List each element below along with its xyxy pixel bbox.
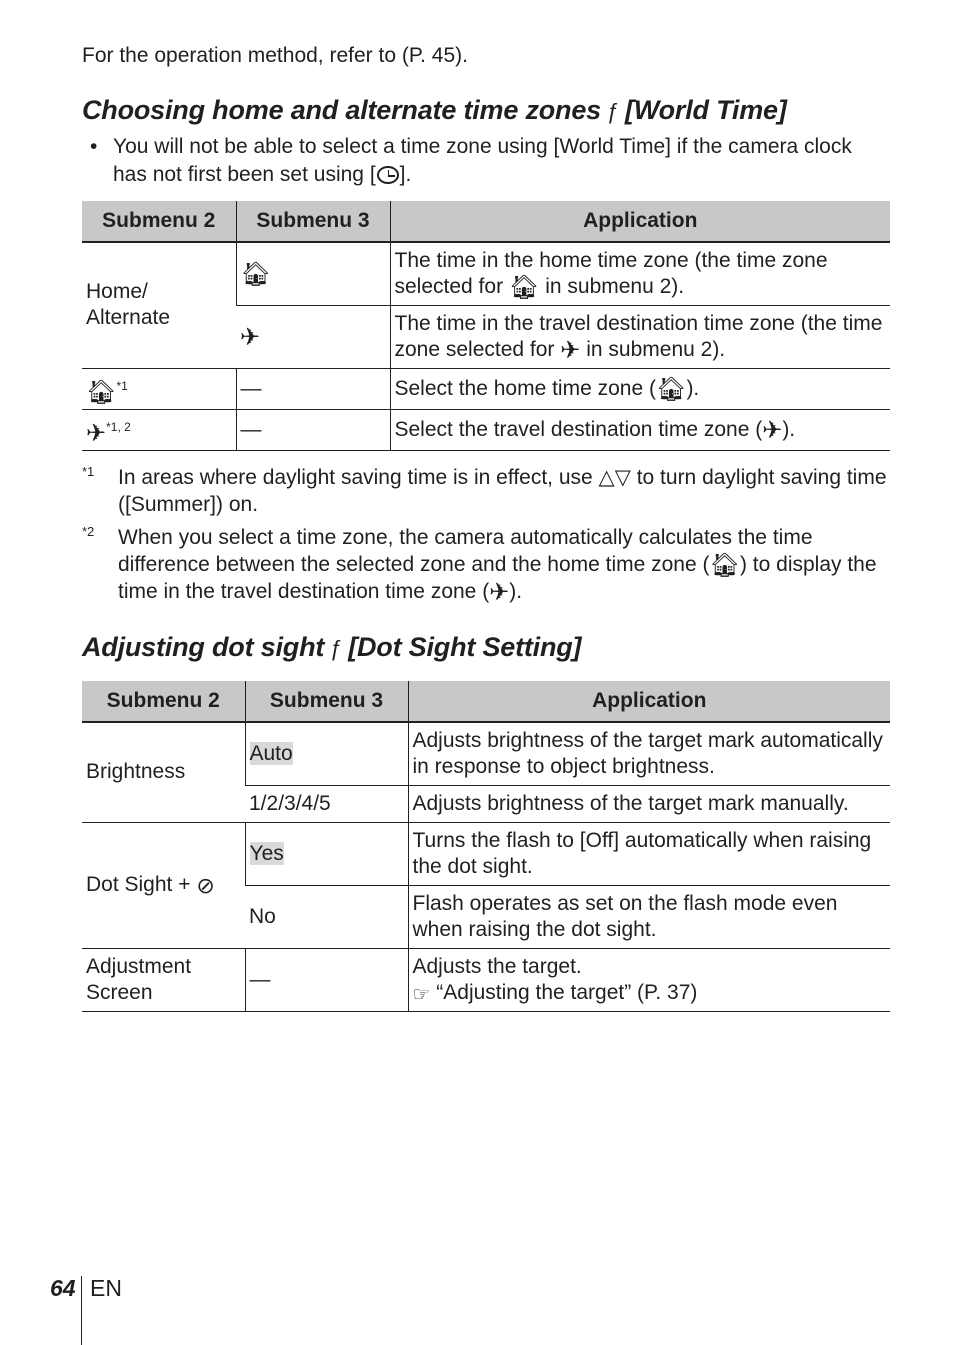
cell-dot-sight-flash: [82, 822, 245, 948]
cell-submenu2-plane: [82, 409, 236, 450]
footnote-ref: *1, 2: [106, 419, 131, 434]
airplane-icon: ✈︎: [762, 416, 783, 444]
footnote-ref: *1: [116, 378, 128, 393]
cell-label: Dot Sight +: [86, 873, 191, 896]
table-row: [82, 242, 890, 305]
cell-application: [408, 948, 890, 1011]
intro-text: For the operation method, refer to (P. 45).: [82, 44, 468, 67]
cell-submenu3: [245, 722, 408, 785]
footnote-text: In areas where daylight saving time is in effect, use: [118, 466, 593, 489]
footnote-text-mid: ) to display the time in the travel destination time zone (: [118, 553, 877, 603]
page-number: 64: [50, 1275, 76, 1301]
table-row: [82, 822, 890, 885]
cell-submenu3-dash: —: [236, 409, 390, 450]
cell-application: [390, 368, 890, 409]
home-icon: 🏠︎: [508, 273, 540, 301]
cell-application: [390, 409, 890, 450]
footnote-mark: *2: [82, 524, 95, 539]
bullet-dot: •: [90, 135, 98, 158]
header-application: Application: [390, 201, 890, 242]
airplane-icon: ✈︎: [489, 579, 510, 606]
app-text: Adjusts the target.: [412, 954, 582, 978]
home-icon: 🏠︎: [86, 378, 117, 406]
footnote-text-end: ).: [509, 580, 523, 603]
section-title-dot-sight: [82, 632, 581, 663]
cell-adjustment-screen: Adjustment Screen: [82, 948, 245, 1011]
footnote-text-end: to turn daylight saving time ([Summer]) on.: [118, 466, 887, 516]
app-text-end: in submenu 2).: [586, 337, 726, 361]
cell-home-alternate: Home/ Alternate: [82, 242, 236, 368]
bullet-text: You will not be able to select a time zone using [World Time] if the camera clock has not first been set using [: [113, 135, 852, 186]
cell-submenu3: No: [245, 885, 408, 948]
cell-submenu2-home: [82, 368, 236, 409]
cell-application: Turns the flash to [Off] automatically when raising the dot sight.: [408, 822, 890, 885]
section-title-text: Adjusting dot sight: [82, 632, 325, 662]
table-row: [82, 368, 890, 409]
cell-application: Adjusts brightness of the target mark automatically in response to object brightness.: [408, 722, 890, 785]
menu-arrow-icon: ƒ: [330, 636, 343, 661]
dot-sight-table: [82, 681, 890, 1012]
world-time-table: [82, 201, 890, 451]
app-text: Select the home time zone (: [394, 376, 656, 400]
cell-submenu3-dash: —: [245, 948, 408, 1011]
footnote-2: [82, 524, 902, 608]
home-icon: 🏠︎: [709, 552, 740, 579]
header-submenu3: Submenu 3: [245, 681, 408, 722]
cell-brightness: Brightness: [82, 722, 245, 822]
app-text-end: ).: [686, 376, 700, 400]
airplane-icon: ✈︎: [560, 336, 581, 364]
home-icon: 🏠︎: [655, 375, 687, 403]
cell-submenu3-dash: —: [236, 368, 390, 409]
app-text: The time in the home time zone (the time zone selected for: [394, 248, 828, 298]
menu-arrow-icon: ƒ: [606, 99, 620, 124]
app-text-end: in submenu 2).: [545, 274, 685, 298]
footnote-text: When you select a time zone, the camera automatically calculates the time difference between the selected zone and the home time zone (: [118, 526, 813, 576]
up-down-arrow-icon: △▽: [598, 466, 631, 489]
airplane-icon: ✈︎: [240, 323, 261, 351]
default-value: Auto: [249, 741, 293, 765]
footer-divider: [81, 1276, 82, 1345]
section-title-bracket: [World Time]: [625, 95, 787, 125]
header-application: Application: [408, 681, 890, 722]
section-title-text: Choosing home and alternate time zones: [82, 95, 601, 125]
home-icon: 🏠︎: [240, 260, 271, 288]
section-title-world-time: [82, 95, 787, 126]
cell-application: Adjusts brightness of the target mark manually.: [408, 785, 890, 822]
pointing-hand-icon: ☞: [412, 983, 431, 1006]
header-submenu2: Submenu 2: [82, 201, 236, 242]
default-value: Yes: [249, 841, 284, 865]
table-header-row: [82, 681, 890, 722]
flash-off-icon: ⊘: [196, 873, 215, 898]
app-text: The time in the travel destination time zone (the time zone selected for: [394, 311, 883, 361]
cell-submenu3: [245, 822, 408, 885]
footnote-1: [82, 464, 902, 520]
app-text-end: ).: [782, 417, 796, 441]
airplane-icon: ✈︎: [86, 419, 107, 447]
cell-submenu3-plane: [236, 305, 390, 368]
app-text: Select the travel destination time zone (: [394, 417, 763, 441]
table-row: [82, 722, 890, 785]
cell-application: Flash operates as set on the flash mode even when raising the dot sight.: [408, 885, 890, 948]
cell-application: [390, 242, 890, 305]
header-submenu3: Submenu 3: [236, 201, 390, 242]
section-title-bracket: [Dot Sight Setting]: [348, 632, 582, 662]
cell-application: [390, 305, 890, 368]
clock-icon: [377, 166, 399, 184]
cell-submenu3-home: [236, 242, 390, 305]
header-submenu2: Submenu 2: [82, 681, 245, 722]
table-row: [82, 409, 890, 450]
language-label: EN: [90, 1275, 122, 1301]
table-header-row: [82, 201, 890, 242]
footnote-mark: *1: [82, 464, 95, 479]
table-row: [82, 948, 890, 1011]
bullet-text-end: ].: [399, 163, 412, 186]
cell-submenu3: 1/2/3/4/5: [245, 785, 408, 822]
reference-link[interactable]: “Adjusting the target” (P. 37): [436, 980, 698, 1004]
